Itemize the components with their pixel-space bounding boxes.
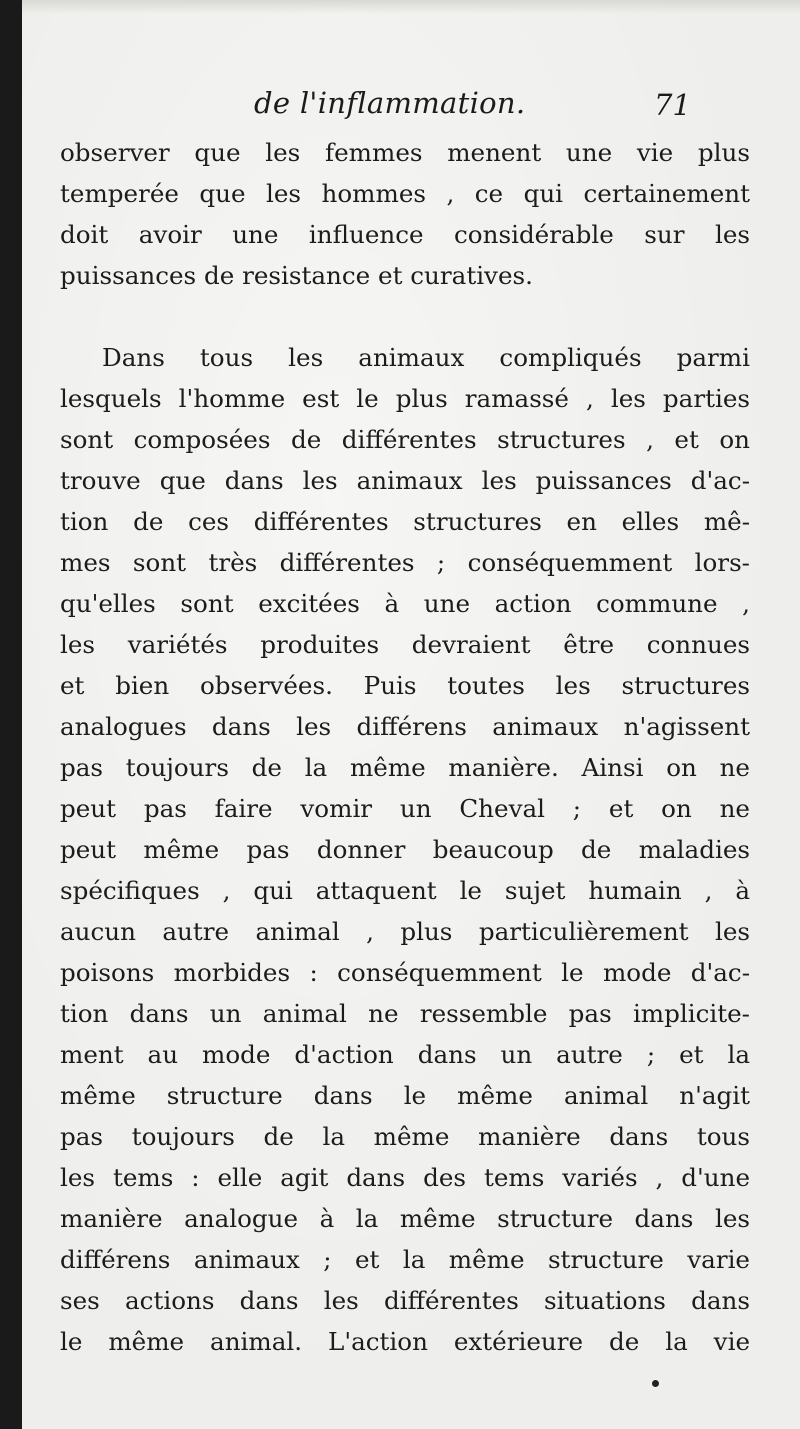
text-line: les tems : elle agit dans des tems variés , d'une <box>60 1163 750 1192</box>
text-line: poisons morbides : conséquemment le mode d'ac- <box>60 958 750 987</box>
text-line: pas toujours de la même manière. Ainsi on ne <box>60 753 750 782</box>
text-line: sont composées de différentes structures , et on <box>60 425 750 454</box>
body-text <box>60 132 750 1362</box>
text-line: manière analogue à la même structure dans les <box>60 1204 750 1233</box>
text-line: puissances de resistance et curatives. <box>60 261 533 290</box>
text-line: différens animaux ; et la même structure varie <box>60 1245 750 1274</box>
ink-dot <box>652 1380 659 1387</box>
text-line: analogues dans les différens animaux n'agissent <box>60 712 750 741</box>
running-head-title: de l'inflammation. <box>254 86 526 120</box>
text-line: qu'elles sont excitées à une action commune , <box>60 589 750 618</box>
paragraph-break <box>60 296 750 337</box>
text-line: aucun autre animal , plus particulièrement les <box>60 917 750 946</box>
text-line: pas toujours de la même manière dans tous <box>60 1122 750 1151</box>
running-head <box>22 78 800 128</box>
text-line: le même animal. L'action extérieure de la vie <box>60 1327 750 1356</box>
text-line: ment au mode d'action dans un autre ; et la <box>60 1040 750 1069</box>
book-page <box>22 0 800 1429</box>
text-line: peut même pas donner beaucoup de maladies <box>60 835 750 864</box>
text-line: Dans tous les animaux compliqués parmi <box>102 343 750 372</box>
text-line: spécifiques , qui attaquent le sujet humain , à <box>60 876 750 905</box>
text-line: tion dans un animal ne ressemble pas implicite- <box>60 999 750 1028</box>
text-line: tion de ces différentes structures en elles mê- <box>60 507 750 536</box>
text-line: observer que les femmes menent une vie plus <box>60 138 750 167</box>
text-line: trouve que dans les animaux les puissances d'ac- <box>60 466 750 495</box>
text-line: et bien observées. Puis toutes les structures <box>60 671 750 700</box>
text-line: même structure dans le même animal n'agit <box>60 1081 750 1110</box>
text-line: mes sont très différentes ; conséquemment lors- <box>60 548 750 577</box>
text-line: doit avoir une influence considérable sur les <box>60 220 750 249</box>
text-line: temperée que les hommes , ce qui certainement <box>60 179 750 208</box>
text-line: les variétés produites devraient être connues <box>60 630 750 659</box>
page-number: 71 <box>654 88 691 122</box>
text-line: peut pas faire vomir un Cheval ; et on ne <box>60 794 750 823</box>
page-edge-shadow <box>22 0 800 14</box>
text-line: lesquels l'homme est le plus ramassé , les parties <box>60 384 750 413</box>
text-line: ses actions dans les différentes situations dans <box>60 1286 750 1315</box>
